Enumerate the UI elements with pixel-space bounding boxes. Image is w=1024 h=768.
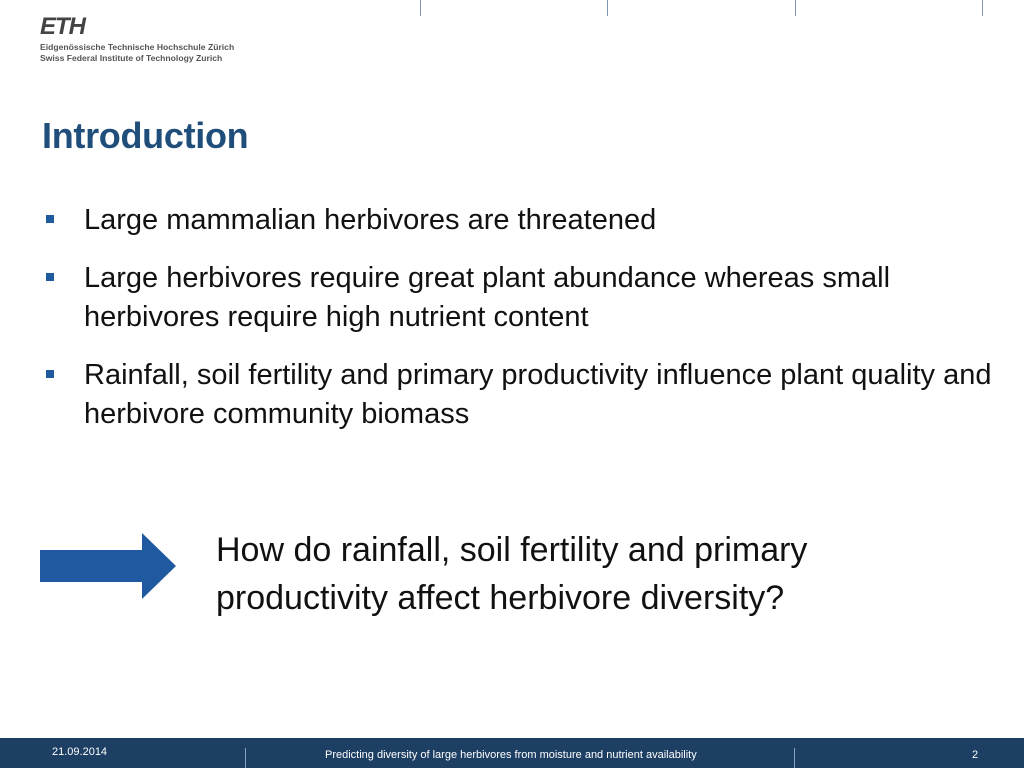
square-bullet-icon	[46, 273, 54, 281]
right-arrow-icon	[40, 533, 176, 599]
eth-logo	[40, 14, 234, 63]
square-bullet-icon	[46, 215, 54, 223]
page-number: 2	[972, 749, 979, 761]
top-divider	[420, 0, 421, 16]
footer-date: 21.09.2014	[52, 746, 108, 758]
bullet-text: Large mammalian herbivores are threatened	[84, 204, 657, 236]
bullet-item	[44, 201, 1004, 240]
top-divider	[982, 0, 983, 16]
top-divider	[795, 0, 796, 16]
bullet-text: Rainfall, soil fertility and primary productivity influence plant quality and herbivore community biomass	[84, 359, 992, 430]
slide-title: Introduction	[42, 115, 249, 156]
bullet-list	[44, 201, 1004, 453]
eth-logo-mark	[40, 14, 112, 38]
eth-logo-text: ETH	[40, 14, 85, 38]
footer-caption: Predicting diversity of large herbivores from moisture and nutrient availability	[325, 749, 697, 761]
top-divider	[607, 0, 608, 16]
bullet-item	[44, 259, 1004, 337]
research-question: How do rainfall, soil fertility and primary productivity affect herbivore diversity?	[216, 531, 808, 617]
footer-bar	[0, 738, 1024, 768]
logo-line-english: Swiss Federal Institute of Technology Zurich	[40, 52, 223, 63]
square-bullet-icon	[46, 370, 54, 378]
logo-line-german: Eidgenössische Technische Hochschule Zürich	[40, 42, 235, 52]
bullet-text: Large herbivores require great plant abundance whereas small herbivores require high nutrient content	[84, 262, 891, 333]
bullet-item	[44, 356, 1004, 434]
footer-divider	[245, 748, 246, 768]
footer-divider	[794, 748, 795, 768]
